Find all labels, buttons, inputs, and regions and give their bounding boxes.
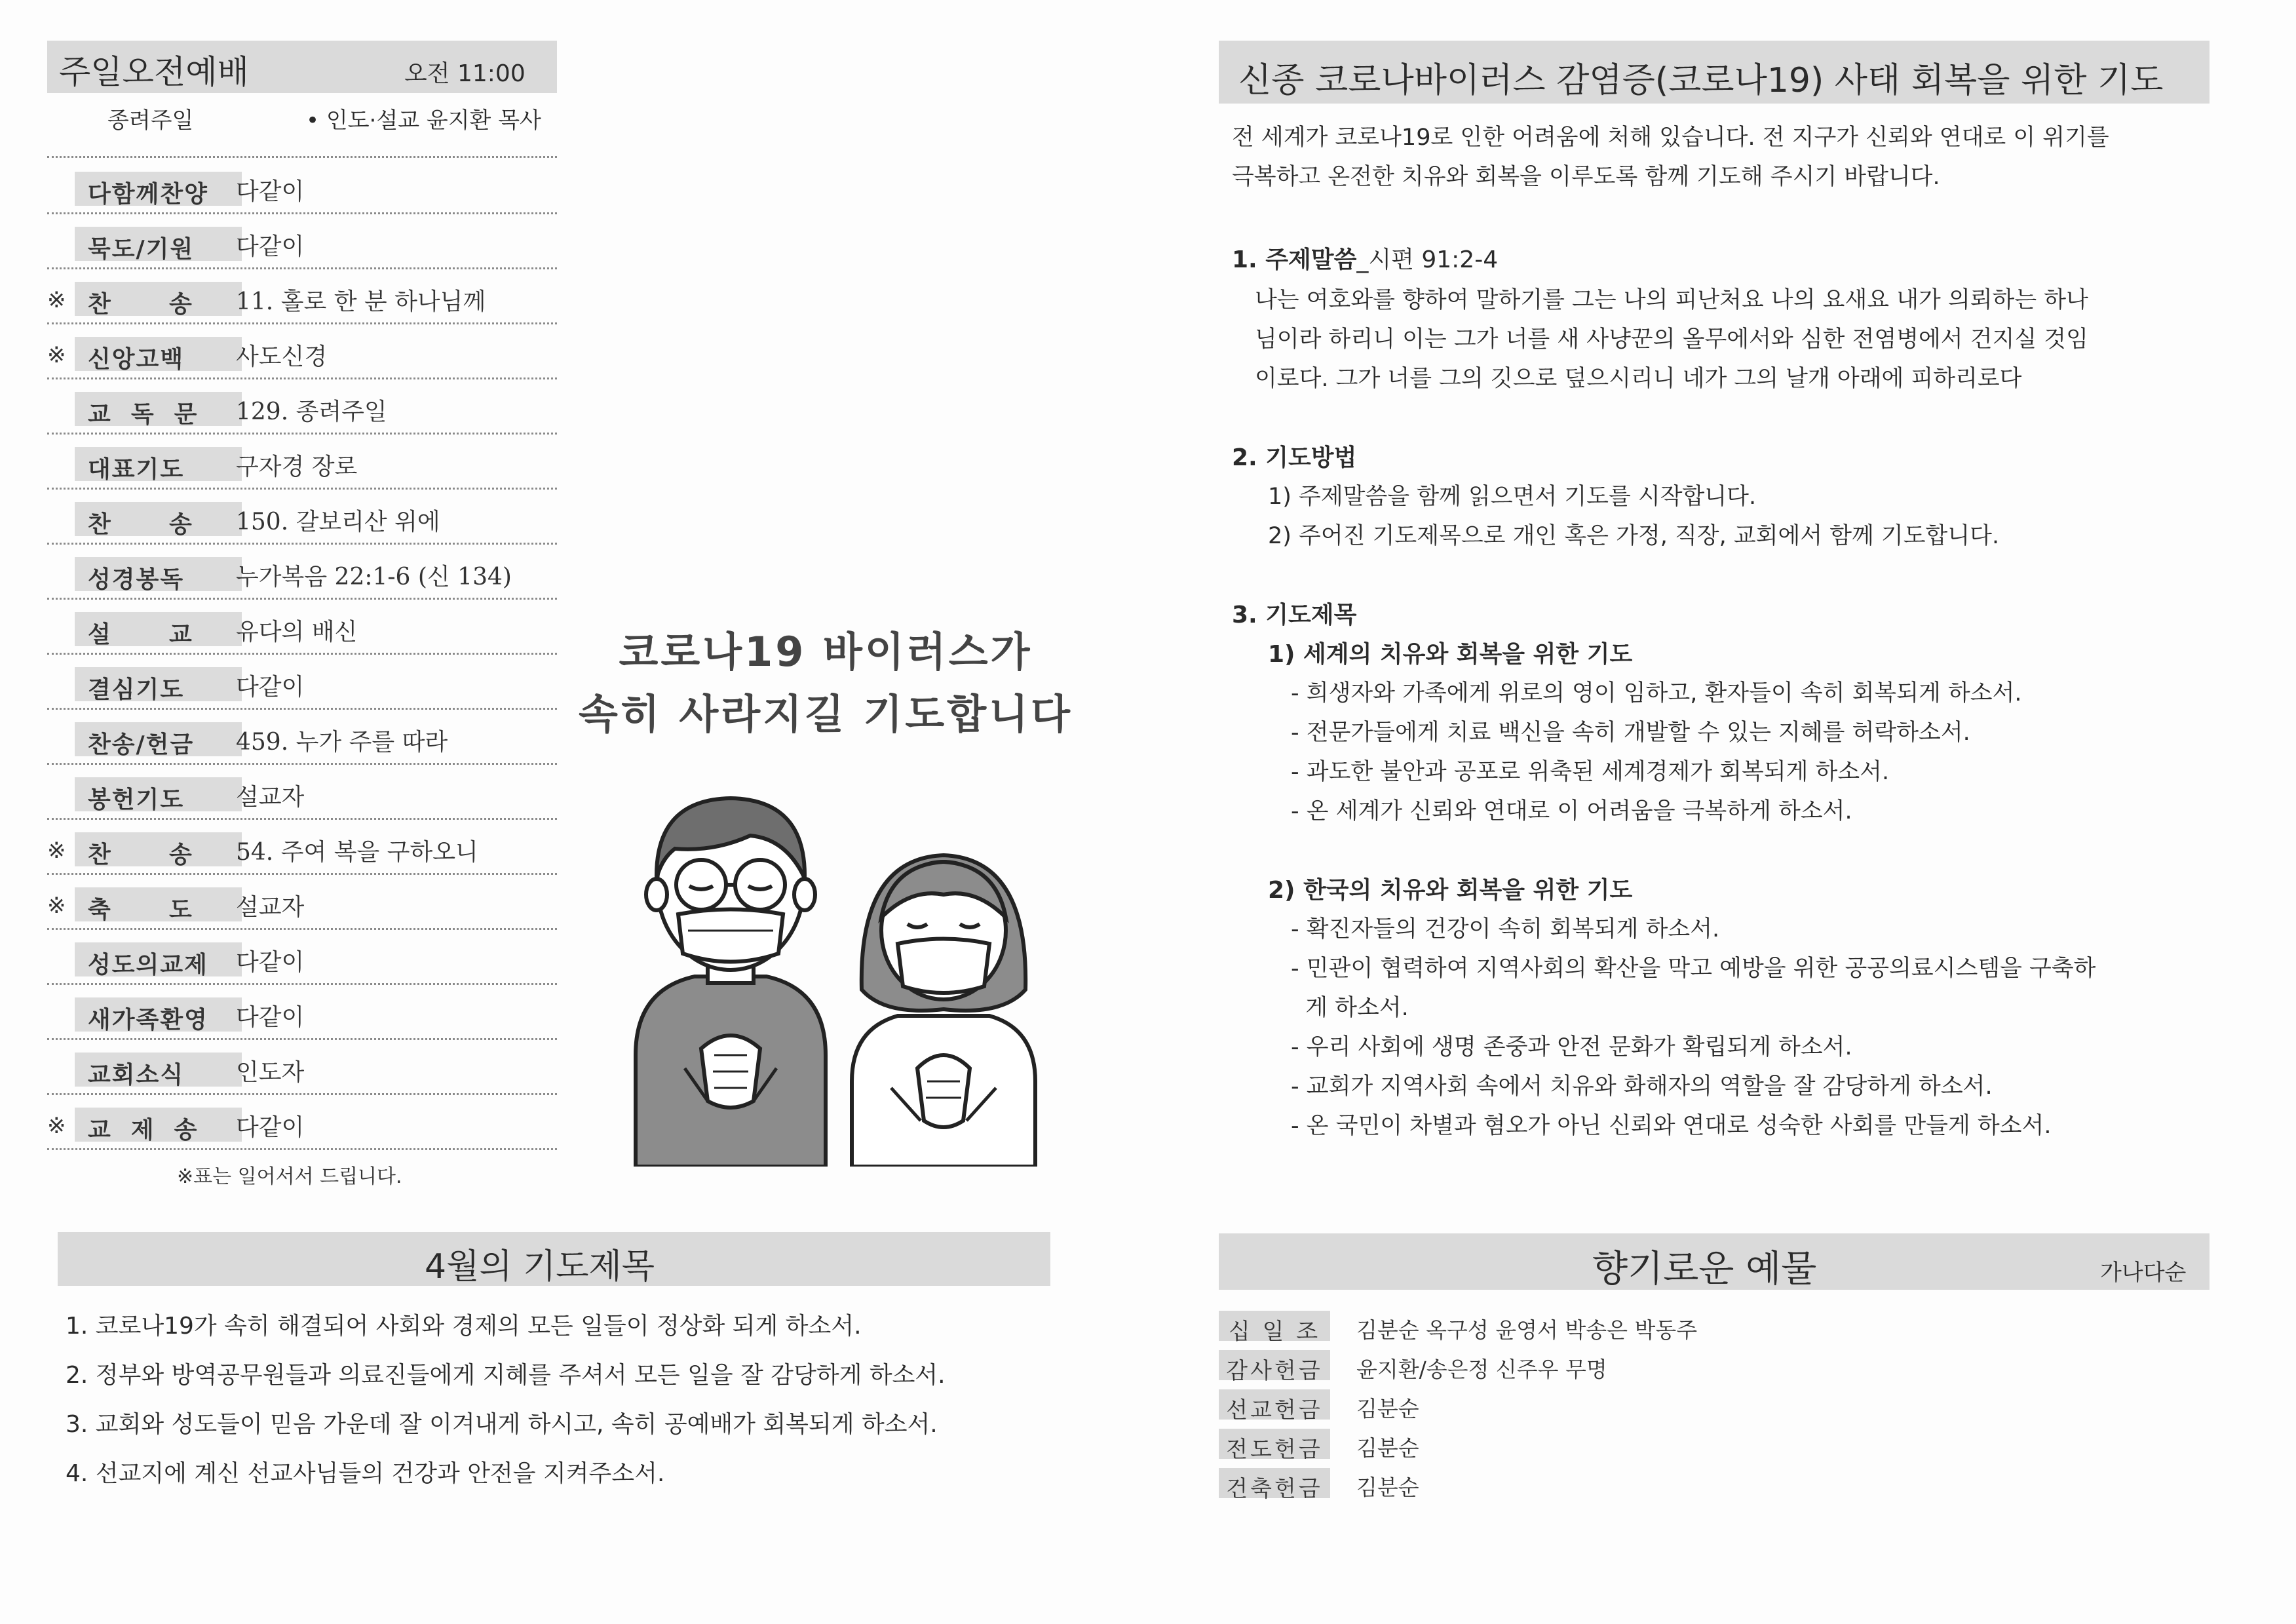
offering-row — [1219, 1468, 1874, 1501]
sunday-name: 종려주일 — [107, 107, 194, 134]
order-value: 54. 주여 복을 구하오니 — [236, 839, 478, 866]
standing-mark: ※ — [47, 287, 66, 313]
offering-header — [1219, 1233, 2210, 1290]
order-label-box — [75, 502, 242, 536]
banner-line-2: 속히 사라지길 기도합니다 — [579, 690, 1073, 738]
method-line: 1) 주제말씀을 함께 읽으면서 기도를 시작합니다. — [1268, 484, 1757, 510]
row-divider — [47, 873, 557, 875]
praying-man-figure — [636, 798, 826, 1167]
section-1-reference: _시편 91:2-4 — [1356, 246, 1499, 273]
order-label-box — [75, 1108, 242, 1142]
scripture-line: 님이라 하리니 이는 그가 너를 새 사냥꾼의 올무에서와 심한 전염병에서 건지실 것임 — [1255, 326, 2088, 353]
order-row — [47, 990, 557, 1045]
prayer-intro-line: 전 세계가 코로나19로 인한 어려움에 처해 있습니다. 전 지구가 신뢰와 연대로 이 위기를 — [1232, 125, 2109, 151]
offering-label: 선교헌금 — [1226, 1397, 1323, 1423]
order-label-box — [75, 997, 242, 1032]
order-label: 찬 송 — [88, 291, 193, 318]
worship-header — [47, 41, 557, 93]
standing-mark: ※ — [47, 838, 66, 864]
order-value: 사도신경 — [236, 343, 328, 370]
april-prayer-item: 1. 코로나19가 속히 해결되어 사회와 경제의 모든 일들이 정상화 되게 하소서. — [66, 1313, 862, 1340]
order-value: 누가복음 22:1-6 (신 134) — [236, 564, 512, 590]
offering-row — [1219, 1429, 1874, 1461]
order-label-box — [75, 227, 242, 261]
korea-prayer-item: - 민관이 협력하여 지역사회의 확산을 막고 예방을 위한 공공의료시스템을 구축하 — [1291, 956, 2096, 982]
prayer-title: 신종 코로나바이러스 감염증(코로나19) 사태 회복을 위한 기도 — [1238, 61, 2164, 100]
row-divider — [47, 377, 557, 379]
order-label-box — [75, 667, 242, 701]
row-divider — [47, 653, 557, 655]
offering-label-box — [1219, 1389, 1330, 1423]
order-row — [47, 935, 557, 990]
order-row — [47, 549, 557, 604]
order-label: 신앙고백 — [88, 346, 185, 373]
order-label: 봉헌기도 — [88, 786, 185, 813]
order-value: 11. 홀로 한 분 하나님께 — [236, 288, 486, 315]
order-label: 성도의교제 — [88, 952, 208, 978]
offering-row — [1219, 1311, 1874, 1344]
prayer-header — [1219, 41, 2210, 104]
order-label-box — [75, 942, 242, 976]
korea-prayer-item: 게 하소서. — [1291, 995, 1409, 1021]
order-label-box — [75, 392, 242, 426]
offering-names: 김분순 — [1356, 1396, 1419, 1421]
order-row — [47, 494, 557, 549]
worship-title: 주일오전예배 — [59, 53, 249, 91]
order-label: 축 도 — [88, 897, 193, 923]
world-prayer-item: - 온 세계가 신뢰와 연대로 이 어려움을 극복하게 하소서. — [1291, 798, 1852, 824]
korea-prayer-title: 2) 한국의 치유와 회복을 위한 기도 — [1268, 877, 1633, 904]
offering-label: 전도헌금 — [1226, 1437, 1323, 1463]
worship-time: 오전 11:00 — [404, 60, 526, 87]
order-label-box — [75, 722, 242, 756]
order-label: 묵도/기원 — [88, 236, 195, 263]
order-value: 다같이 — [236, 178, 305, 205]
order-label: 교회소식 — [88, 1062, 185, 1089]
order-label: 찬 송 — [88, 841, 193, 868]
april-prayer-header — [58, 1232, 1050, 1286]
divider — [47, 156, 557, 158]
korea-prayer-item: - 확진자들의 건강이 속히 회복되게 하소서. — [1291, 916, 1720, 942]
order-value: 구자경 장로 — [236, 454, 358, 480]
order-value: 459. 누가 주를 따라 — [236, 729, 448, 756]
row-divider — [47, 267, 557, 269]
order-label-box — [75, 557, 242, 591]
order-value: 인도자 — [236, 1059, 305, 1086]
offering-row — [1219, 1350, 1874, 1383]
world-prayer-item: - 전문가들에게 치료 백신을 속히 개발할 수 있는 지혜를 허락하소서. — [1291, 720, 1970, 746]
order-row — [47, 824, 557, 880]
order-label-box — [75, 832, 242, 866]
row-divider — [47, 708, 557, 710]
korea-prayer-item: - 온 국민이 차별과 혐오가 아닌 신뢰와 연대로 성숙한 사회를 만들게 하소서. — [1291, 1113, 2052, 1139]
order-value: 150. 갈보리산 위에 — [236, 509, 440, 535]
order-value: 설교자 — [236, 894, 305, 921]
standing-mark: ※ — [47, 342, 66, 368]
order-row — [47, 384, 557, 439]
offering-label: 건축헌금 — [1226, 1476, 1323, 1502]
order-row — [47, 1045, 557, 1100]
april-prayer-item: 4. 선교지에 계신 선교사님들의 건강과 안전을 지켜주소서. — [66, 1460, 665, 1487]
worship-subtitle-row — [47, 98, 557, 138]
section-1-title: 1. 주제말씀 — [1232, 246, 1357, 273]
order-label: 다함께찬양 — [88, 181, 208, 208]
row-divider — [47, 763, 557, 765]
order-label-box — [75, 172, 242, 206]
offering-names: 김분순 — [1356, 1475, 1419, 1500]
order-label: 결심기도 — [88, 676, 185, 703]
order-label: 교 제 송 — [88, 1117, 199, 1144]
row-divider — [47, 322, 557, 324]
method-line: 2) 주어진 기도제목으로 개인 혹은 가정, 직장, 교회에서 함께 기도합니다. — [1268, 523, 2000, 549]
order-label-box — [75, 337, 242, 371]
prayer-intro-line: 극복하고 온전한 치유와 회복을 이루도록 함께 기도해 주시기 바랍니다. — [1232, 164, 1940, 190]
banner-line-1: 코로나19 바이러스가 — [619, 628, 1033, 676]
order-label: 설 교 — [88, 621, 193, 648]
order-label: 찬송/헌금 — [88, 731, 195, 758]
order-value: 다같이 — [236, 233, 305, 260]
order-label: 교 독 문 — [88, 401, 199, 428]
order-label: 새가족환영 — [88, 1007, 208, 1034]
order-row — [47, 769, 557, 824]
world-prayer-item: - 과도한 불안과 공포로 위축된 세계경제가 회복되게 하소서. — [1291, 759, 1890, 785]
row-divider — [47, 543, 557, 545]
order-value: 다같이 — [236, 949, 305, 976]
row-divider — [47, 928, 557, 930]
order-row — [47, 880, 557, 935]
world-prayer-item: - 희생자와 가족에게 위로의 영이 임하고, 환자들이 속히 회복되게 하소서. — [1291, 680, 2022, 706]
row-divider — [47, 1038, 557, 1040]
section-3-title: 3. 기도제목 — [1232, 602, 1357, 628]
world-prayer-title: 1) 세계의 치유와 회복을 위한 기도 — [1268, 641, 1633, 668]
praying-woman-figure — [852, 855, 1035, 1167]
order-label-box — [75, 1053, 242, 1087]
april-prayer-item: 3. 교회와 성도들이 믿음 가운데 잘 이겨내게 하시고, 속히 공예배가 회복되게 하소서. — [66, 1411, 938, 1438]
scripture-line: 이로다. 그가 너를 그의 깃으로 덮으시리니 네가 그의 날개 아래에 피하리로다 — [1255, 366, 2022, 392]
standing-mark: ※ — [47, 1113, 66, 1139]
order-row — [47, 219, 557, 274]
row-divider — [47, 1093, 557, 1095]
row-divider — [47, 433, 557, 435]
offering-label-box — [1219, 1429, 1330, 1463]
offering-label: 십 일 조 — [1228, 1319, 1321, 1345]
scripture-line: 나는 여호와를 향하여 말하기를 그는 나의 피난처요 나의 요새요 내가 의뢰하는 하나 — [1255, 287, 2088, 313]
stand-note: ※표는 일어서서 드립니다. — [177, 1165, 402, 1188]
april-prayer-title: 4월의 기도제목 — [425, 1247, 655, 1286]
order-label: 성경봉독 — [88, 566, 185, 593]
order-row — [47, 164, 557, 219]
offering-sort-note: 가나다순 — [2100, 1260, 2187, 1286]
row-divider — [47, 598, 557, 600]
preacher: • 인도·설교 윤지환 목사 — [306, 107, 541, 134]
order-label: 찬 송 — [88, 511, 193, 538]
order-row — [47, 439, 557, 494]
row-divider — [47, 1148, 557, 1150]
order-row — [47, 714, 557, 769]
order-value: 설교자 — [236, 784, 305, 811]
april-prayer-item: 2. 정부와 방역공무원들과 의료진들에게 지혜를 주셔서 모든 일을 잘 감당하게 하소서. — [66, 1362, 946, 1389]
offering-names: 김분순 옥구성 윤영서 박송은 박동주 — [1356, 1317, 1698, 1343]
order-row — [47, 659, 557, 714]
offering-title: 향기로운 예물 — [1592, 1248, 1817, 1290]
order-row — [47, 329, 557, 384]
order-label-box — [75, 777, 242, 811]
offering-label-box — [1219, 1350, 1330, 1384]
order-value: 다같이 — [236, 1114, 305, 1141]
row-divider — [47, 212, 557, 214]
section-1-heading — [1232, 241, 1498, 275]
order-label: 대표기도 — [88, 456, 185, 483]
section-2-title: 2. 기도방법 — [1232, 444, 1357, 471]
row-divider — [47, 488, 557, 490]
korea-prayer-item: - 우리 사회에 생명 존중과 안전 문화가 확립되게 하소서. — [1291, 1034, 1852, 1060]
praying-people-illustration — [609, 773, 1055, 1167]
order-row — [47, 604, 557, 659]
order-label-box — [75, 887, 242, 921]
offering-label-box — [1219, 1468, 1330, 1502]
order-label-box — [75, 447, 242, 481]
order-row — [47, 1100, 557, 1155]
offering-label: 감사헌금 — [1226, 1358, 1323, 1384]
order-label-box — [75, 612, 242, 646]
offering-names: 윤지환/송은정 신주우 무명 — [1356, 1357, 1607, 1382]
order-value: 129. 종려주일 — [236, 398, 387, 425]
offering-names: 김분순 — [1356, 1435, 1419, 1461]
order-label-box — [75, 282, 242, 316]
order-value: 다같이 — [236, 674, 305, 701]
order-value: 다같이 — [236, 1004, 305, 1031]
row-divider — [47, 818, 557, 820]
offering-label-box — [1219, 1311, 1330, 1345]
standing-mark: ※ — [47, 893, 66, 919]
order-row — [47, 274, 557, 329]
korea-prayer-item: - 교회가 지역사회 속에서 치유와 화해자의 역할을 잘 감당하게 하소서. — [1291, 1073, 1993, 1100]
row-divider — [47, 983, 557, 985]
prayer-intro — [1232, 118, 2215, 197]
offering-row — [1219, 1389, 1874, 1422]
order-value: 유다의 배신 — [236, 619, 358, 646]
